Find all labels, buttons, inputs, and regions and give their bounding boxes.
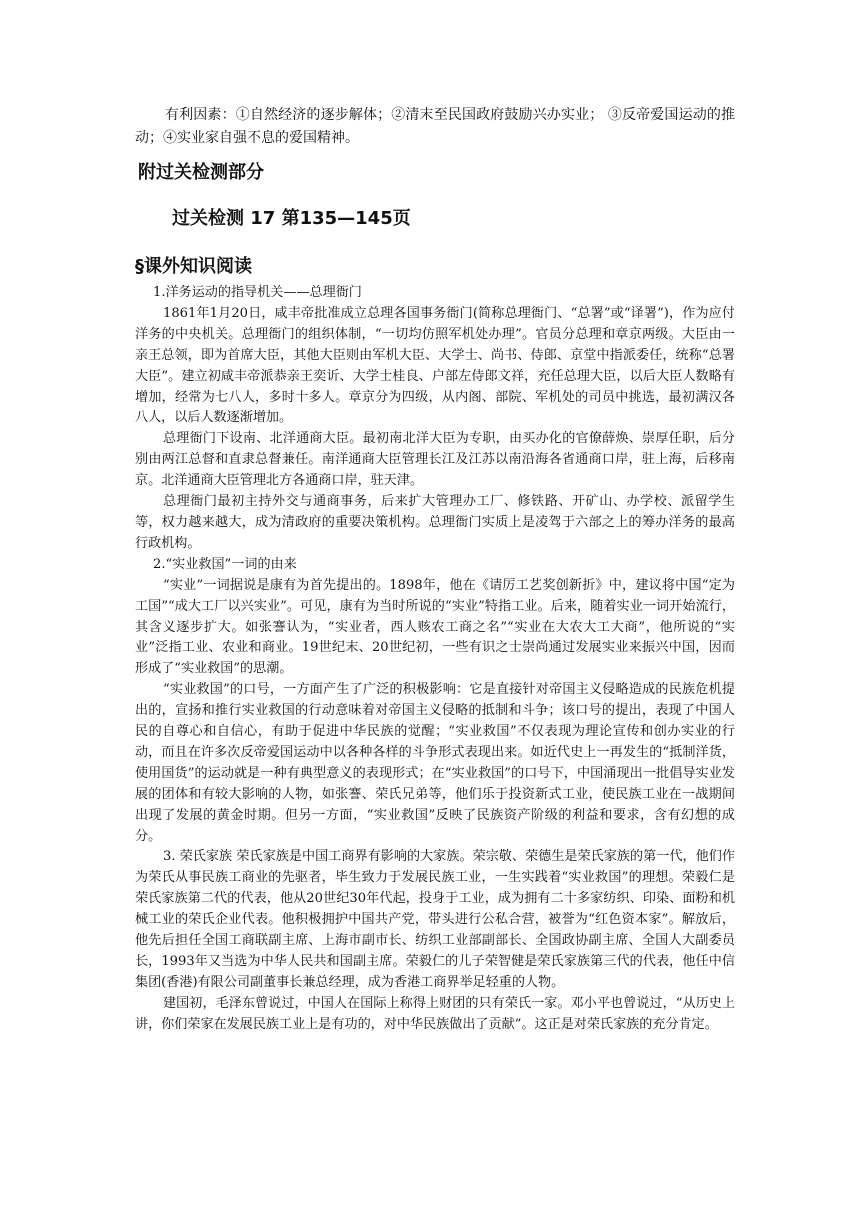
section-3-paragraph-2: 建国初，毛泽东曾说过，中国人在国际上称得上财团的只有荣氏一家。邓小平也曾说过，“从历史上讲，你们荣家在发展民族工业上是有功的，对中华民族做出了贡献”。这正是对荣氏家族的充分肯定。	[135, 995, 735, 1032]
appendix-heading: 附过关检测部分	[138, 162, 264, 183]
section-1-paragraph-1: 1861年1月20日，咸丰帝批准成立总理各国事务衙门(简称总理衙门、“总署”或“译署”)，作为应付洋务的中央机关。总理衙门的组织体制，“一切均仿照军机处办理”。官员分总理和章京两级。大臣由一亲王总领，即为首席大臣，其他大臣则由军机大臣、大学士、尚书、侍郎、京堂中指派委任，统称“总署大臣”。建立初咸丰帝派恭亲王奕䜣、大学士桂良、户部左侍郎文祥，充任总理大臣，以后大臣人数略有增加，经常为七八人，多时十多人。章京分为四级，从内阁、部院、军机处的司员中挑选，最初满汉各八人，以后人数逐渐增加。	[135, 305, 735, 426]
section-1-paragraph-3: 总理衙门最初主持外交与通商事务，后来扩大管理办工厂、修铁路、开矿山、办学校、派留学生等，权力越来越大，成为清政府的重要决策机构。总理衙门实质上是凌驾于六部之上的筹办洋务的最高行政机构。	[135, 494, 735, 551]
intro-block	[135, 104, 735, 150]
section-1-paragraph-2: 总理衙门下设南、北洋通商大臣。最初南北洋大臣为专职，由买办化的官僚薛焕、崇厚任职，后分别由两江总督和直隶总督兼任。南洋通商大臣管理长江及江苏以南沿海各省通商口岸，驻上海，后移南京。北洋通商大臣管理北方各通商口岸，驻天津。	[135, 431, 735, 489]
intro-paragraph: 有利因素：①自然经济的逐步解体；②清末至民国政府鼓励兴办实业； ③反帝爱国运动的推动；④实业家自强不息的爱国精神。	[135, 107, 735, 146]
reading-body	[135, 283, 735, 1036]
section-3-paragraph-1: 3. 荣氏家族 荣氏家族是中国工商界有影响的大家族。荣宗敬、荣德生是荣氏家族的第一代，他们作为荣氏从事民族工商业的先驱者，毕生致力于发展民族工业，一生实践着“实业救国”的理想。荣毅仁是荣氏家族第二代的代表，他从20世纪30年代起，投身于工业，成为拥有二十多家纺织、印染、面粉和机械工业的荣氏企业代表。他积极拥护中国共产党，带头进行公私合营，被誉为“红色资本家”。解放后，他先后担任全国工商联副主席、上海市副市长、纺织工业部副部长、全国政协副主席、全国人大副委员长，1993年又当选为中华人民共和国副主席。荣毅仁的儿子荣智健是荣氏家族第三代的代表，他任中信集团(香港)有限公司副董事长兼总经理，成为香港工商界举足轻重的人物。	[135, 849, 735, 990]
section-2-paragraph-2: “实业救国”的口号，一方面产生了广泛的积极影响：它是直接针对帝国主义侵略造成的民族危机提出的，宣扬和推行实业救国的行动意味着对帝国主义侵略的抵制和斗争；该口号的提出，表现了中国人民的自尊心和自信心，有助于促进中华民族的觉醒；“实业救国”不仅表现为理论宣传和创办实业的行动，而且在许多次反帝爱国运动中以各种各样的斗争形式表现出来。如近代史上一再发生的“抵制洋货，使用国货”的运动就是一种有典型意义的表现形式；在“实业救国”的口号下，中国涌现出一批倡导实业发展的团体和有较大影响的人物，如张謇、荣氏兄弟等，他们乐于投资新式工业，使民族工业在一战期间出现了发展的黄金时期。但另一方面，“实业救国”反映了民族资产阶级的利益和要求，含有幻想的成分。	[135, 682, 735, 844]
reading-heading: §课外知识阅读	[135, 256, 252, 277]
section-1-title: 1.洋务运动的指导机关——总理衙门	[153, 285, 362, 300]
test-heading: 过关检测 17 第135—145页	[172, 208, 411, 229]
section-2-paragraph-1: “实业”一词据说是康有为首先提出的。1898年，他在《请厉工艺奖创新折》中，建议将中国“定为工国”“成大工厂以兴实业”。可见，康有为当时所说的“实业”特指工业。后来，随着实业一词开始流行，其含义逐步扩大。如张謇认为，“实业者，西人赅农工商之名”“实业在大农大工大商”，他所说的“实业”泛指工业、农业和商业。19世纪末、20世纪初，一些有识之士崇尚通过发展实业来振兴中国，因而形成了“实业救国”的思潮。	[135, 577, 735, 677]
section-2-title: 2.“实业救国”一词的由来	[153, 556, 297, 572]
